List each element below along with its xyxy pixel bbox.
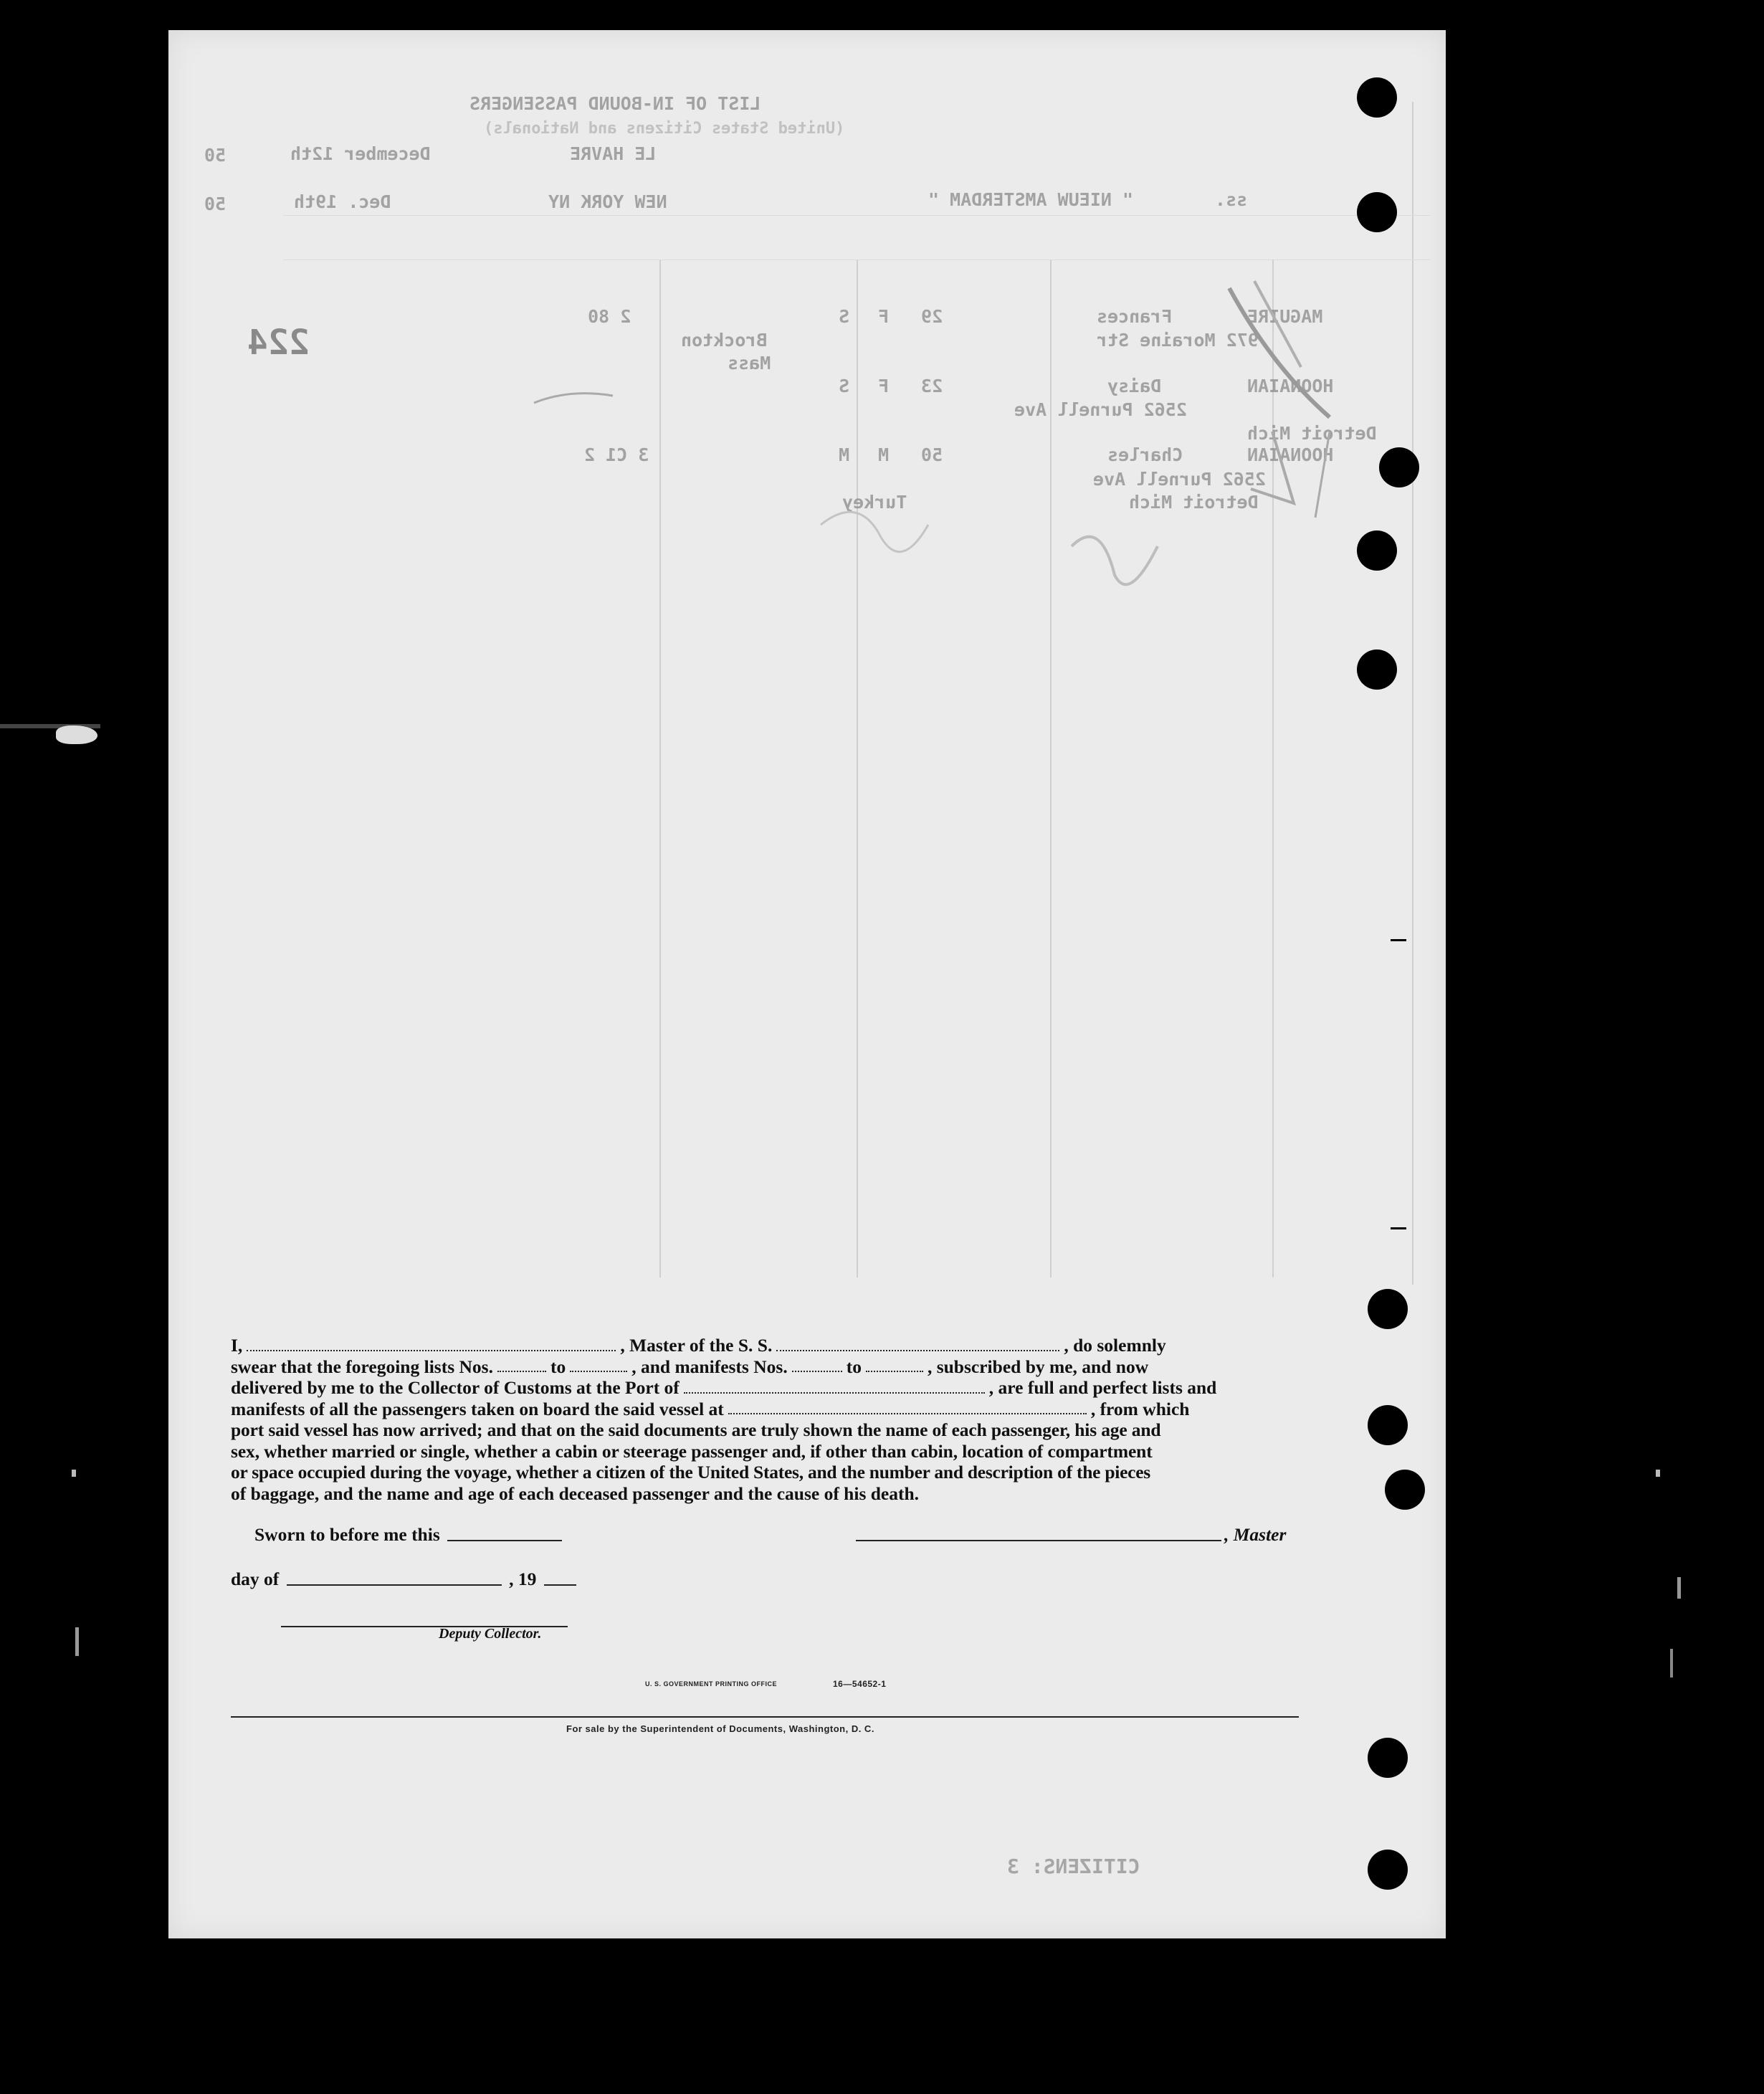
ghost-status: M	[839, 444, 850, 465]
master-label: , Master	[1224, 1524, 1287, 1545]
ghost-extra: 3 C1 2	[584, 444, 649, 465]
ghost-status: S	[839, 376, 850, 396]
ghost-sex: F	[878, 306, 890, 327]
punch-hole	[1357, 77, 1397, 118]
bottom-rule	[231, 1716, 1299, 1718]
ghost-given-name: Charles	[1107, 444, 1183, 465]
blank-list-from	[497, 1370, 546, 1372]
blank-departure-port	[728, 1412, 1087, 1414]
punch-hole	[1357, 530, 1397, 571]
ghost-age: 50	[921, 444, 943, 465]
oath-line	[231, 1377, 1299, 1399]
oath-text: sex, whether married or single, whether a cabin or steerage passenger and, if other than cabin, location of compartment	[231, 1440, 1153, 1462]
blank-sworn-date	[447, 1539, 562, 1541]
blank-ship-name	[776, 1349, 1059, 1351]
ghost-address: Detroit Mich	[1129, 492, 1259, 513]
blank-master-name	[247, 1349, 616, 1351]
master-signature-row	[853, 1524, 1286, 1546]
day-of-row	[231, 1569, 579, 1590]
punch-hole	[1357, 192, 1397, 232]
oath-text: , subscribed by me, and now	[927, 1356, 1149, 1377]
manifest-page	[168, 30, 1446, 1938]
ghost-extra: 2 80	[588, 306, 631, 327]
sworn-label: Sworn to before me this	[254, 1524, 440, 1545]
ghost-age: 29	[921, 306, 943, 327]
ghost-sex: F	[878, 376, 890, 396]
ghost-surname: MAGUIRE	[1247, 306, 1323, 327]
ghost-status: S	[839, 306, 850, 327]
printing-office: U. S. GOVERNMENT PRINTING OFFICE	[645, 1680, 778, 1688]
ghost-surname: HOONAIAN	[1247, 444, 1334, 465]
ghost-ship-prefix: ss.	[1215, 189, 1248, 210]
ghost-address: 2562 Purnell Ave	[1014, 399, 1187, 420]
oath-text: of baggage, and the name and age of each deceased passenger and the cause of his death.	[231, 1483, 920, 1504]
ghost-year: 50	[204, 145, 227, 166]
blank-manifest-from	[792, 1370, 842, 1372]
ghost-citizens: CITIZENS: 3	[1007, 1855, 1140, 1878]
oath-text: , from which	[1090, 1398, 1190, 1419]
scan-speck	[1670, 1649, 1673, 1677]
oath-text: , and manifests Nos.	[631, 1356, 788, 1377]
ghost-age: 23	[921, 376, 943, 396]
oath-line	[231, 1335, 1299, 1356]
oath-text: , are full and perfect lists and	[988, 1377, 1217, 1398]
oath-text: to	[550, 1356, 566, 1377]
oath-text: swear that the foregoing lists Nos.	[231, 1356, 493, 1377]
blank-master-signature	[856, 1539, 1221, 1541]
day-of-label: day of	[231, 1569, 280, 1589]
oath-text: , do solemnly	[1064, 1335, 1166, 1356]
punch-hole	[1368, 1289, 1408, 1329]
ghost-sailing-port: LE HAVRE	[570, 143, 657, 164]
oath-text: manifests of all the passengers taken on board the said vessel at	[231, 1398, 724, 1419]
ghost-address: 2562 Purnell Ave	[1093, 469, 1266, 490]
sworn-row	[254, 1524, 565, 1546]
blank-manifest-to	[866, 1370, 923, 1372]
oath-text: , Master of the S. S.	[620, 1335, 773, 1356]
blank-day	[287, 1584, 502, 1586]
blank-list-to	[570, 1370, 627, 1372]
oath-text: to	[846, 1356, 862, 1377]
punch-hole	[1385, 1470, 1425, 1510]
ghost-sex: M	[878, 444, 890, 465]
year-prefix: , 19	[509, 1569, 537, 1589]
ghost-header-line1: LIST OF IN-BOUND PASSENGERS	[469, 93, 761, 114]
punch-hole	[1368, 1405, 1408, 1445]
oath-text: I,	[231, 1335, 243, 1356]
ghost-sailing-date: December 12th	[290, 143, 431, 164]
ghost-given-name: Daisy	[1107, 376, 1162, 396]
paper-tab-left	[56, 725, 97, 744]
ghost-address: 972 Moraine Str	[1097, 330, 1259, 351]
ghost-address: Brockton	[681, 330, 768, 351]
scan-speck	[1656, 1470, 1660, 1477]
deputy-collector-label: Deputy Collector.	[439, 1626, 542, 1642]
oath-paragraph	[231, 1335, 1299, 1504]
ghost-arriving-port: NEW YORK NY	[548, 191, 667, 212]
ghost-address: Turkey	[842, 492, 907, 513]
ghost-arriving-date: Dec. 19th	[294, 191, 391, 212]
oath-text: delivered by me to the Collector of Customs at the Port of	[231, 1377, 680, 1398]
scan-speck	[75, 1627, 79, 1656]
punch-hole	[1379, 447, 1419, 487]
scan-mark	[1391, 939, 1406, 941]
punch-hole	[1357, 649, 1397, 690]
scan-mark	[1391, 1227, 1406, 1229]
oath-text: port said vessel has now arrived; and that on the said documents are truly shown the name of each passenger, his age and	[231, 1419, 1161, 1440]
oath-text: or space occupied during the voyage, whether a citizen of the United States, and the number and description of the pieces	[231, 1462, 1150, 1483]
ghost-given-name: Frances	[1097, 306, 1173, 327]
oath-line	[231, 1399, 1299, 1420]
ghost-surname: HOONAIAN	[1247, 376, 1334, 396]
blank-port	[684, 1391, 985, 1394]
ghost-header-line2: (United States Citizens and Nationals)	[484, 120, 845, 138]
ghost-address: Mass	[728, 353, 771, 373]
punch-hole	[1368, 1850, 1408, 1890]
scan-speck	[72, 1470, 76, 1477]
ghost-list-number: 224	[247, 323, 310, 363]
blank-year	[544, 1584, 576, 1586]
ghost-ship-name: " NIEUW AMSTERDAM "	[928, 189, 1133, 210]
ghost-address: Detroit Mich	[1247, 423, 1377, 444]
oath-line	[231, 1356, 1299, 1378]
handwritten-marks	[168, 30, 1446, 675]
form-code: 16—54652-1	[833, 1679, 887, 1689]
punch-hole	[1368, 1738, 1408, 1778]
scan-speck	[1677, 1577, 1681, 1599]
ghost-year-2: 50	[204, 194, 227, 214]
for-sale-note: For sale by the Superintendent of Documents, Washington, D. C.	[566, 1723, 874, 1734]
